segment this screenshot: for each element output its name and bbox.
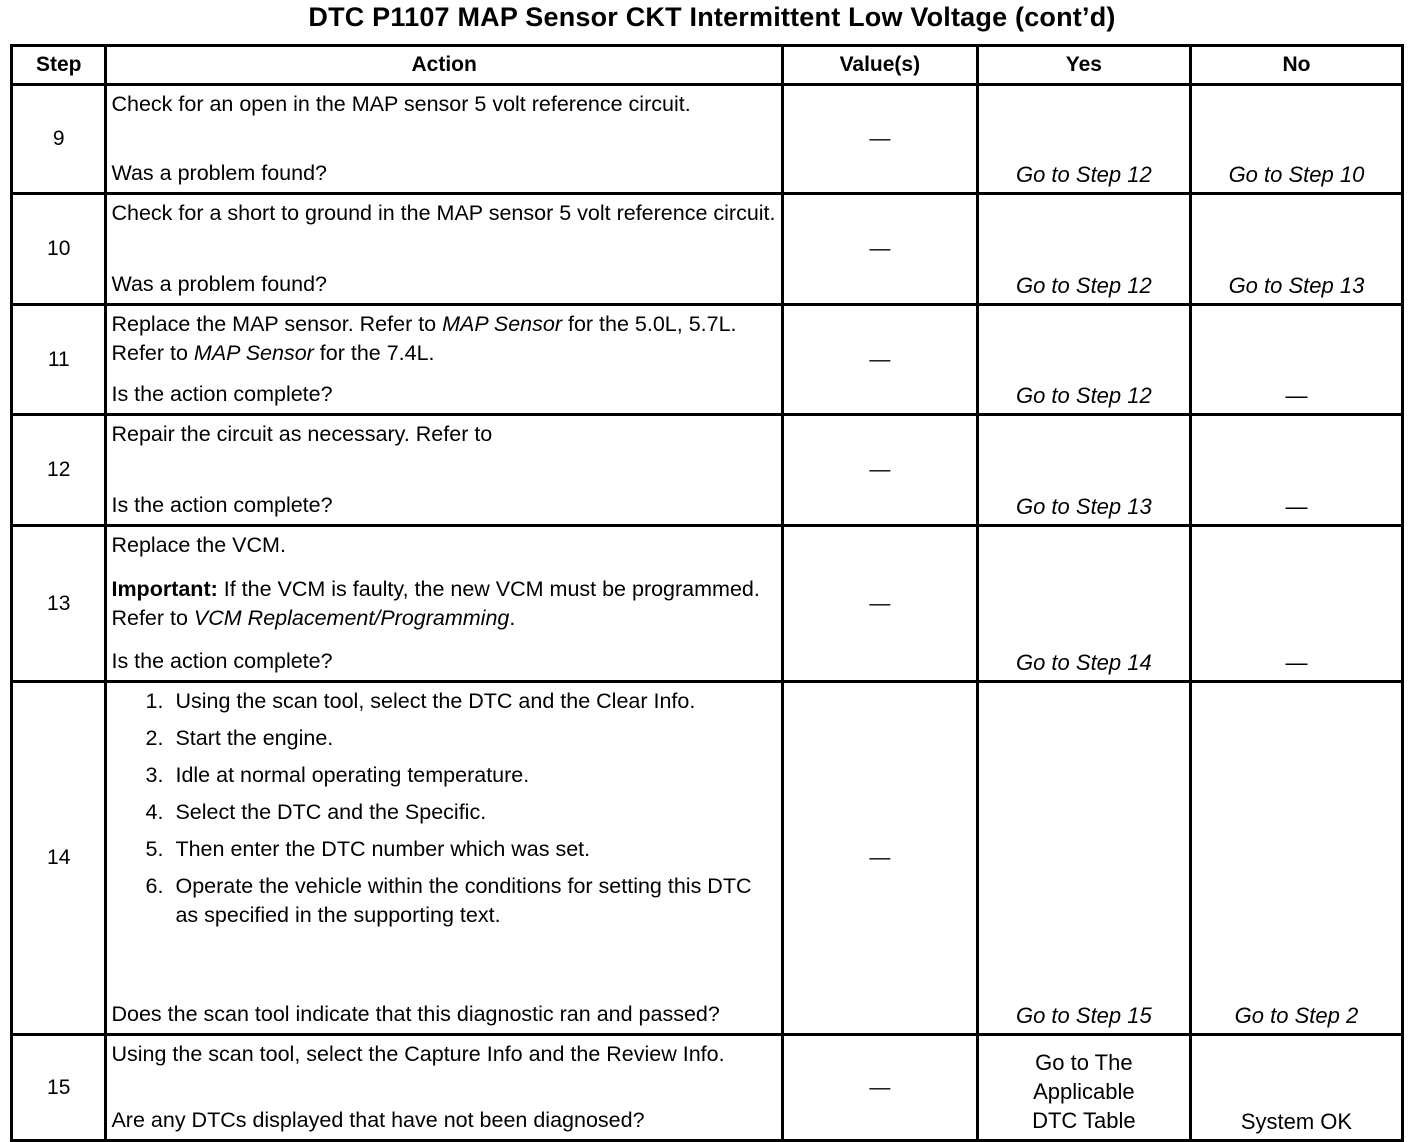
yes-cell: Go to Step 13 [977, 415, 1190, 526]
table-row [12, 415, 1403, 526]
list-item [111, 835, 776, 864]
value-cell: — [782, 305, 977, 415]
no-cell: Go to Step 2 [1190, 682, 1402, 1035]
yes-line: DTC Table [1032, 1108, 1136, 1133]
header-row [12, 46, 1403, 85]
action-cell [106, 415, 782, 526]
action-text: Check for an open in the MAP sensor 5 volt reference circuit. [111, 92, 691, 116]
list-item [111, 798, 776, 827]
value-cell: — [782, 1035, 977, 1141]
no-cell: System OK [1190, 1035, 1402, 1141]
action-text-part: Replace the MAP sensor. Refer to [111, 312, 443, 336]
yes-line: Applicable [1033, 1079, 1135, 1104]
step-number: 14 [12, 682, 106, 1035]
header-no: No [1190, 46, 1402, 85]
action-cell [106, 682, 782, 1035]
no-cell: — [1190, 415, 1402, 526]
no-cell: — [1190, 305, 1402, 415]
substep-text: Operate the vehicle within the conditions for setting this DTC as specified in the supporting text. [175, 874, 752, 927]
list-item [111, 872, 776, 930]
substep-list [111, 687, 776, 938]
diagnostic-table [10, 44, 1404, 1142]
substep-text: Using the scan tool, select the DTC and the Clear Info. [175, 689, 696, 713]
table-row [12, 85, 1403, 194]
value-cell: — [782, 682, 977, 1035]
action-question: Is the action complete? [111, 649, 333, 673]
step-number: 12 [12, 415, 106, 526]
yes-cell: Go to Step 12 [977, 194, 1190, 305]
important-end: . [509, 605, 516, 630]
header-step: Step [12, 46, 106, 85]
step-number: 10 [12, 194, 106, 305]
yes-cell: Go to Step 12 [977, 85, 1190, 194]
page-title: DTC P1107 MAP Sensor CKT Intermittent Low Voltage (cont’d) [308, 2, 1116, 32]
substep-number: 6. [145, 874, 164, 898]
action-question: Are any DTCs displayed that have not been diagnosed? [111, 1108, 645, 1132]
action-cell [106, 1035, 782, 1141]
no-cell: Go to Step 13 [1190, 194, 1402, 305]
substep-text: Then enter the DTC number which was set. [175, 837, 591, 861]
header-yes: Yes [977, 46, 1190, 85]
action-text [111, 310, 776, 368]
action-cell [106, 194, 782, 305]
substep-text: Idle at normal operating temperature. [175, 763, 530, 787]
list-item [111, 687, 776, 716]
action-question: Is the action complete? [111, 382, 333, 406]
action-text: Check for a short to ground in the MAP sensor 5 volt reference circuit. [111, 201, 776, 225]
value-cell: — [782, 526, 977, 682]
step-number: 15 [12, 1035, 106, 1141]
table-row [12, 305, 1403, 415]
no-cell: Go to Step 10 [1190, 85, 1402, 194]
table-row [12, 526, 1403, 682]
action-text-part: for the 5.0L, 5.7L. Refer to [111, 312, 737, 365]
important-note [111, 575, 776, 633]
important-label: Important: [111, 576, 218, 601]
substep-number: 2. [145, 726, 164, 750]
reference-link[interactable]: VCM Replacement/Programming [193, 605, 510, 630]
step-number: 9 [12, 85, 106, 194]
value-cell: — [782, 85, 977, 194]
action-question: Was a problem found? [111, 272, 327, 296]
action-question: Is the action complete? [111, 493, 333, 517]
list-item [111, 761, 776, 790]
header-values: Value(s) [782, 46, 977, 85]
action-cell [106, 305, 782, 415]
substep-number: 5. [145, 837, 164, 861]
substep-number: 1. [145, 689, 164, 713]
substep-text: Start the engine. [175, 726, 334, 750]
table-row [12, 1035, 1403, 1141]
list-item [111, 724, 776, 753]
action-text: Using the scan tool, select the Capture Info and the Review Info. [111, 1042, 725, 1066]
no-cell: — [1190, 526, 1402, 682]
step-number: 11 [12, 305, 106, 415]
value-cell: — [782, 415, 977, 526]
yes-cell: Go to Step 14 [977, 526, 1190, 682]
action-text-part: for the 7.4L. [313, 341, 435, 365]
action-text: Replace the VCM. [111, 533, 286, 557]
substep-number: 4. [145, 800, 164, 824]
action-text: Repair the circuit as necessary. Refer to [111, 422, 493, 446]
action-cell [106, 85, 782, 194]
yes-line: Go to The [1035, 1050, 1133, 1075]
step-number: 13 [12, 526, 106, 682]
substep-text: Select the DTC and the Specific. [175, 800, 487, 824]
reference-link[interactable]: MAP Sensor [193, 341, 314, 365]
reference-link[interactable]: MAP Sensor [442, 312, 562, 336]
table-row [12, 194, 1403, 305]
table-row [12, 682, 1403, 1035]
value-cell: — [782, 194, 977, 305]
yes-cell: Go to Step 15 [977, 682, 1190, 1035]
important-text: If the VCM is faulty, the new VCM must be programmed. Refer to [111, 576, 760, 630]
yes-cell: Go to Step 12 [977, 305, 1190, 415]
action-question: Was a problem found? [111, 161, 327, 185]
action-cell [106, 526, 782, 682]
yes-cell [977, 1035, 1190, 1141]
action-question: Does the scan tool indicate that this diagnostic ran and passed? [111, 1002, 720, 1026]
substep-number: 3. [145, 763, 164, 787]
header-action: Action [106, 46, 782, 85]
